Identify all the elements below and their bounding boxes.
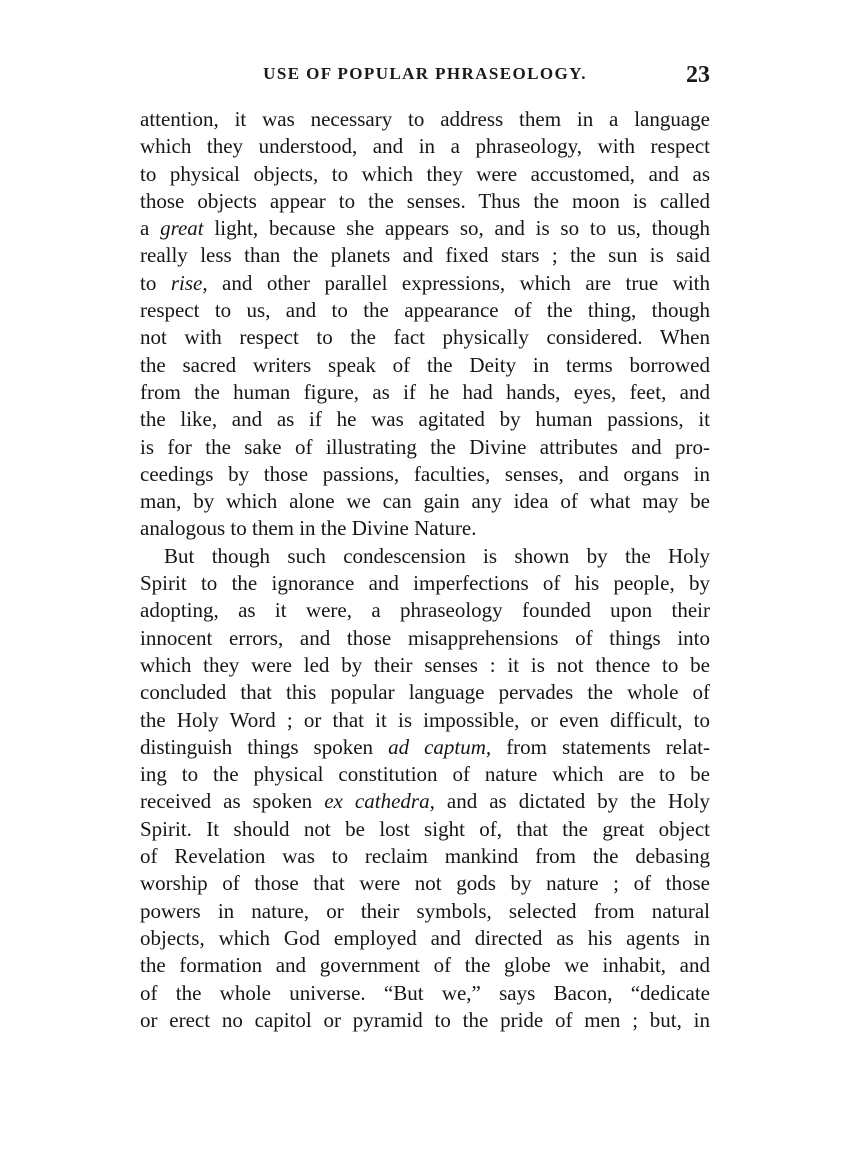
text-line xyxy=(140,133,710,160)
text-line xyxy=(140,625,710,652)
running-head-title: USE OF POPULAR PHRASEOLOGY. xyxy=(263,64,587,83)
italic-text: great xyxy=(160,216,204,241)
text-run: or erect no capitol or pyramid to the pride of men ; but, in xyxy=(140,1007,710,1032)
text-run: But though such condescension is shown by the Holy xyxy=(164,543,710,568)
text-line xyxy=(140,242,710,269)
text-run: a xyxy=(140,216,161,241)
text-run: worship of those that were not gods by nature ; of those xyxy=(140,871,710,896)
text-run: really less than the planets and fixed stars ; the sun is said xyxy=(140,243,710,268)
text-line xyxy=(140,734,710,761)
text-run: the formation and government of the globe we inhabit, and xyxy=(140,953,710,978)
text-line xyxy=(140,788,710,815)
text-line xyxy=(140,406,710,433)
italic-text: ex cathedra, xyxy=(324,789,435,814)
text-run: which they understood, and in a phraseology, with respect xyxy=(140,134,710,159)
text-line xyxy=(140,461,710,488)
text-line xyxy=(140,980,710,1007)
text-run: and as dictated by the Holy xyxy=(434,789,710,814)
text-line xyxy=(140,597,710,624)
text-line xyxy=(140,898,710,925)
text-run: attention, it was necessary to address them in a language xyxy=(140,107,710,131)
text-line xyxy=(140,488,710,515)
text-line xyxy=(140,1007,710,1034)
text-line xyxy=(140,270,710,297)
text-run: those objects appear to the senses. Thus the moon is called xyxy=(140,188,710,213)
text-line xyxy=(140,434,710,461)
text-line xyxy=(140,324,710,351)
text-run: of the whole universe. “But we,” says Bacon, “dedicate xyxy=(140,980,710,1005)
text-run: not with respect to the fact physically considered. When xyxy=(140,325,710,350)
italic-text: rise, xyxy=(170,270,208,295)
text-run: man, by which alone we can gain any idea of what may be xyxy=(140,489,710,514)
page-number: 23 xyxy=(686,62,710,88)
italic-text: ad captum, xyxy=(388,734,492,759)
text-line xyxy=(140,707,710,734)
text-run: from statements relat- xyxy=(491,734,710,759)
text-line xyxy=(140,843,710,870)
text-run: objects, which God employed and directed as his agents in xyxy=(140,925,710,950)
body-text xyxy=(140,106,710,1034)
text-run: adopting, as it were, a phraseology founded upon their xyxy=(140,598,710,623)
text-run: Spirit. It should not be lost sight of, that the great object xyxy=(140,816,710,841)
text-run: the sacred writers speak of the Deity in terms borrowed xyxy=(140,352,710,377)
text-line xyxy=(140,870,710,897)
text-run: light, because she appears so, and is so to us, though xyxy=(203,216,710,241)
text-run: is for the sake of illustrating the Divine attributes and pro- xyxy=(140,434,710,459)
text-run: powers in nature, or their symbols, selected from natural xyxy=(140,898,710,923)
text-line xyxy=(140,679,710,706)
text-line xyxy=(140,297,710,324)
text-run: distinguish things spoken xyxy=(140,734,389,759)
text-run: concluded that this popular language pervades the whole of xyxy=(140,680,710,705)
text-line xyxy=(140,761,710,788)
text-run: respect to us, and to the appearance of the thing, though xyxy=(140,298,710,323)
text-line xyxy=(140,106,710,133)
text-line xyxy=(140,515,710,542)
text-run: and other parallel expressions, which are true with xyxy=(207,270,710,295)
text-run: ceedings by those passions, faculties, senses, and organs in xyxy=(140,461,710,486)
text-line xyxy=(140,161,710,188)
text-line xyxy=(140,816,710,843)
text-run: which they were led by their senses : it is not thence to be xyxy=(140,652,710,677)
text-run: to xyxy=(140,270,171,295)
text-line xyxy=(140,215,710,242)
text-run: innocent errors, and those misapprehensions of things into xyxy=(140,625,710,650)
text-run: to physical objects, to which they were accustomed, and as xyxy=(140,161,710,186)
text-run: the like, and as if he was agitated by human passions, it xyxy=(140,407,710,432)
text-line xyxy=(140,188,710,215)
text-line xyxy=(140,925,710,952)
running-head xyxy=(140,62,710,92)
text-run: the Holy Word ; or that it is impossible, or even difficult, to xyxy=(140,707,710,732)
text-line xyxy=(140,652,710,679)
text-run: of Revelation was to reclaim mankind from the debasing xyxy=(140,844,710,869)
text-run: Spirit to the ignorance and imperfections of his people, by xyxy=(140,571,710,596)
text-run: analogous to them in the Divine Nature. xyxy=(140,516,477,541)
text-line xyxy=(140,352,710,379)
text-line xyxy=(140,543,710,570)
text-line xyxy=(140,379,710,406)
text-run: ing to the physical constitution of nature which are to be xyxy=(140,762,710,787)
text-line xyxy=(140,952,710,979)
text-run: from the human figure, as if he had hands, eyes, feet, and xyxy=(140,379,710,404)
text-line xyxy=(140,570,710,597)
text-run: received as spoken xyxy=(140,789,325,814)
